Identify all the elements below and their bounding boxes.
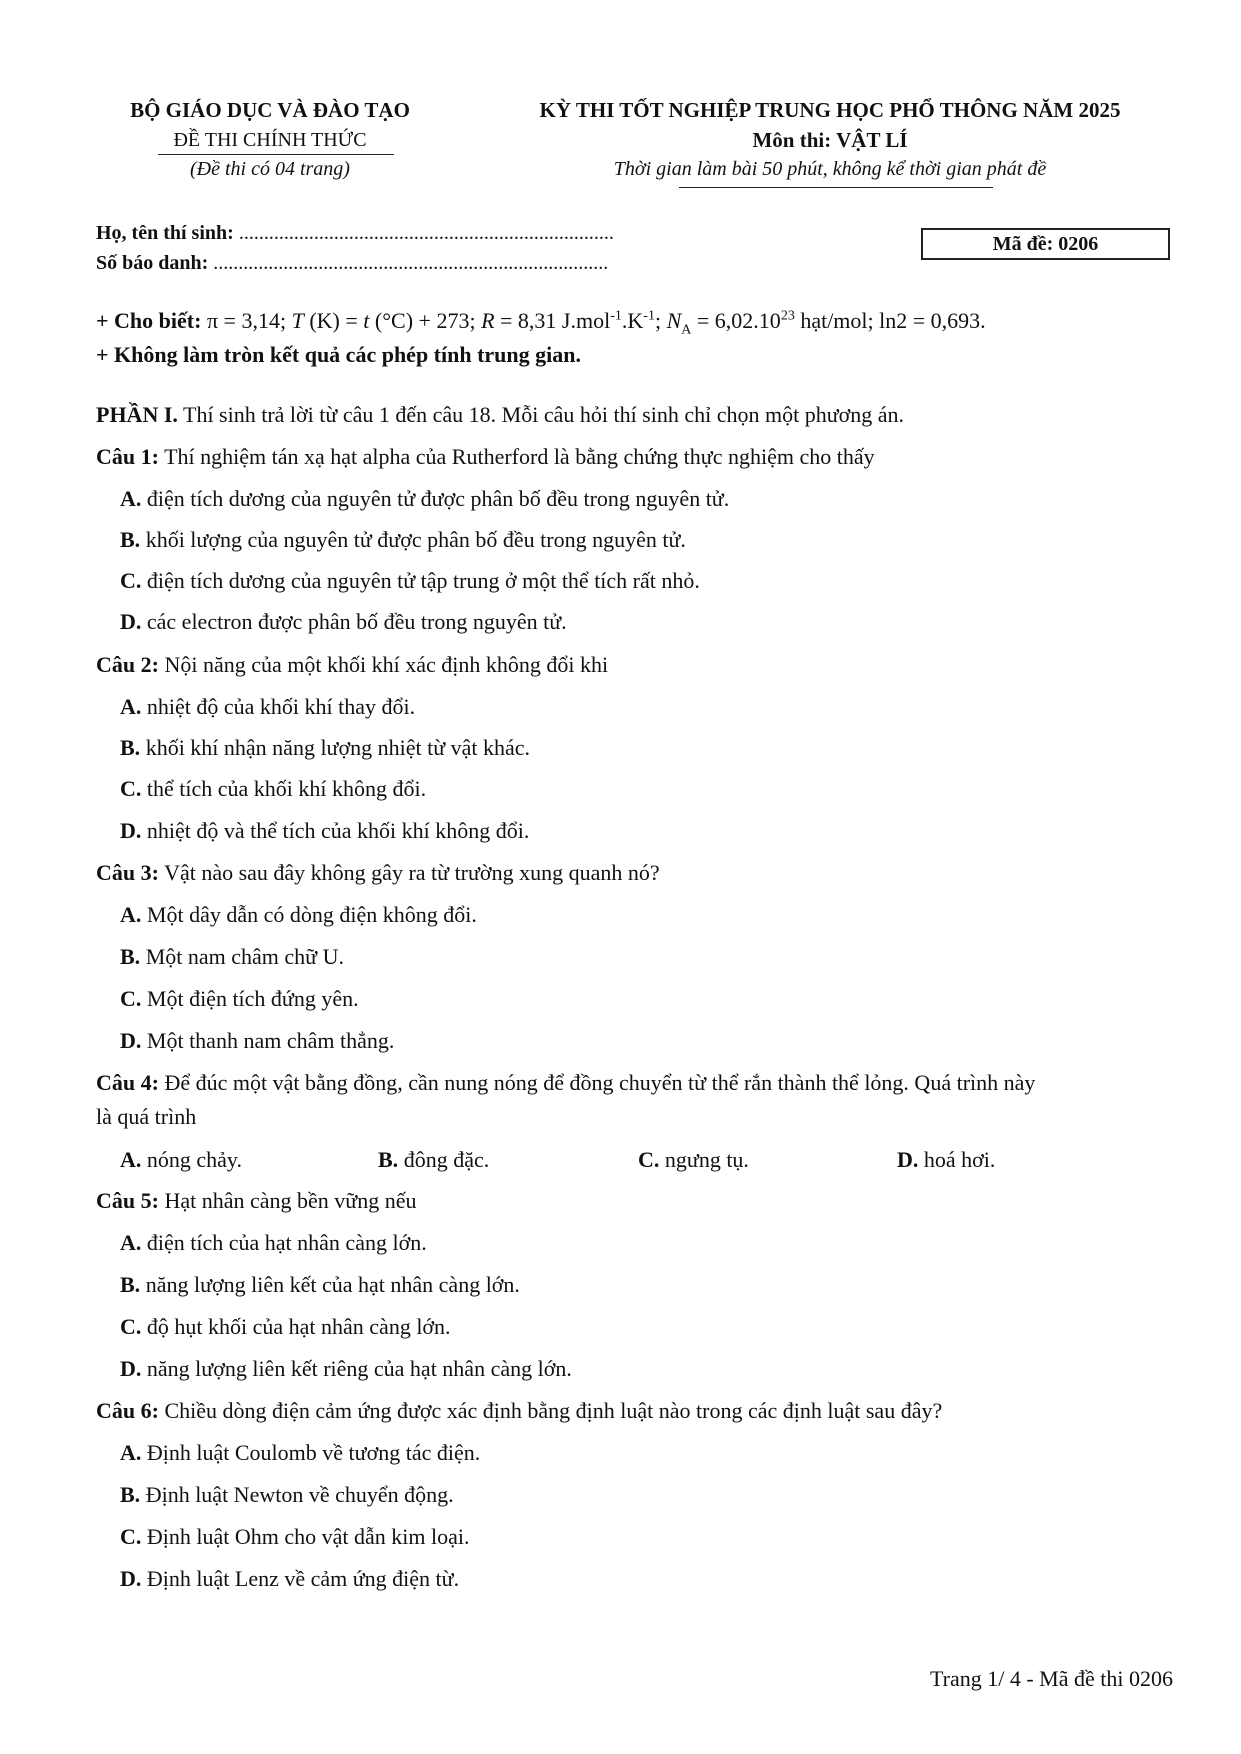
part1-label: PHẦN I. — [96, 402, 178, 427]
q4-option-b — [378, 1147, 489, 1173]
question-2 — [96, 652, 608, 678]
q5-option-d — [120, 1356, 572, 1382]
given-ln2: hạt/mol; ln2 = 0,693. — [794, 308, 986, 333]
given-sup-23: 23 — [780, 308, 795, 324]
given-K: .K — [621, 308, 644, 333]
given-sep: ; — [654, 308, 667, 333]
option-text: Một thanh nam châm thẳng. — [146, 1028, 395, 1053]
q3-option-b — [120, 944, 344, 970]
option-key: C. — [120, 1314, 142, 1339]
question-number: Câu 3: — [96, 860, 159, 885]
question-number: Câu 1: — [96, 444, 159, 469]
question-number: Câu 4: — [96, 1070, 159, 1095]
given-celsius: (°C) + 273; — [369, 308, 482, 333]
option-text: Định luật Lenz về cảm ứng điện từ. — [146, 1566, 460, 1591]
given-t: t — [363, 308, 370, 333]
option-text: Một nam châm chữ U. — [145, 944, 344, 969]
ministry-name: BỘ GIÁO DỤC VÀ ĐÀO TẠO — [130, 98, 410, 122]
q2-option-c — [120, 776, 426, 802]
option-key: D. — [120, 609, 142, 634]
option-text: độ hụt khối của hạt nhân càng lớn. — [146, 1314, 451, 1339]
option-text: Định luật Coulomb về tương tác điện. — [146, 1440, 481, 1465]
option-key: C. — [120, 776, 142, 801]
q4-option-d — [897, 1147, 995, 1173]
candidate-id-label: Số báo danh: — [96, 252, 209, 274]
option-key: C. — [120, 1524, 142, 1549]
page-footer: Trang 1/ 4 - Mã đề thi 0206 — [929, 1666, 1173, 1691]
option-key: C. — [638, 1147, 660, 1172]
question-number: Câu 5: — [96, 1188, 159, 1213]
given-N: N — [666, 308, 682, 333]
official-underline — [158, 154, 394, 155]
subject-line — [500, 128, 1160, 153]
option-key: B. — [120, 1482, 141, 1507]
rounding-note: + Không làm tròn kết quả các phép tính trung gian. — [96, 342, 581, 367]
option-text: hoá hơi. — [923, 1147, 996, 1172]
exam-code: 0206 — [1058, 233, 1099, 255]
given-R-value: = 8,31 J.mol — [494, 308, 611, 333]
question-text: Chiều dòng điện cảm ứng được xác định bằng định luật nào trong các định luật sau đây? — [164, 1398, 943, 1423]
option-key: B. — [120, 1272, 141, 1297]
q6-option-c — [120, 1524, 470, 1550]
candidate-id-dots: ............................................................................... — [213, 252, 609, 274]
option-text: nhiệt độ và thể tích của khối khí không đổi. — [146, 818, 530, 843]
option-key: D. — [120, 1566, 142, 1591]
option-text: nóng chảy. — [146, 1147, 242, 1172]
option-text: thể tích của khối khí không đổi. — [146, 776, 427, 801]
option-text: đông đặc. — [403, 1147, 490, 1172]
time-underline — [679, 187, 993, 188]
option-key: D. — [120, 1028, 142, 1053]
question-number: Câu 2: — [96, 652, 159, 677]
option-key: C. — [120, 568, 142, 593]
q1-option-a — [120, 486, 729, 512]
given-sub-A: A — [681, 322, 692, 338]
given-constants — [96, 308, 986, 338]
question-text: Nội năng của một khối khí xác định không đổi khi — [164, 652, 609, 677]
option-text: Một điện tích đứng yên. — [146, 986, 359, 1011]
option-key: D. — [897, 1147, 919, 1172]
option-key: A. — [120, 1230, 142, 1255]
q5-option-a — [120, 1230, 427, 1256]
question-5 — [96, 1188, 416, 1214]
q1-option-b — [120, 527, 686, 553]
candidate-name-dots: ........................................................................... — [238, 222, 614, 244]
q3-option-c — [120, 986, 359, 1012]
option-text: khối lượng của nguyên tử được phân bố đều trong nguyên tử. — [145, 527, 686, 552]
exam-code-box — [921, 228, 1170, 260]
question-4 — [96, 1070, 1035, 1096]
exam-title: KỲ THI TỐT NGHIỆP TRUNG HỌC PHỔ THÔNG NĂM 2025 — [539, 98, 1121, 122]
q6-option-d — [120, 1566, 459, 1592]
given-R: R — [481, 308, 495, 333]
given-label: + Cho biết: — [96, 308, 202, 333]
option-key: D. — [120, 1356, 142, 1381]
exam-code-label: Mã đề: — [992, 233, 1054, 255]
q6-option-a — [120, 1440, 480, 1466]
option-key: A. — [120, 694, 142, 719]
q1-option-c — [120, 568, 700, 594]
given-sup-mol: -1 — [610, 308, 622, 324]
q5-option-c — [120, 1314, 451, 1340]
option-text: ngưng tụ. — [664, 1147, 749, 1172]
option-text: điện tích dương của nguyên tử được phân bố đều trong nguyên tử. — [146, 486, 730, 511]
part1-heading — [96, 402, 904, 428]
option-text: điện tích dương của nguyên tử tập trung ở một thể tích rất nhỏ. — [146, 568, 700, 593]
q1-option-d — [120, 609, 567, 635]
question-6 — [96, 1398, 942, 1424]
subject-label: Môn thi: — [752, 128, 832, 152]
q4-option-a — [120, 1147, 242, 1173]
question-number: Câu 6: — [96, 1398, 159, 1423]
given-pi: π = 3,14; — [206, 308, 292, 333]
q3-option-d — [120, 1028, 394, 1054]
given-T: T — [291, 308, 304, 333]
pages-note: (Đề thi có 04 trang) — [190, 158, 350, 180]
candidate-name-label: Họ, tên thí sinh: — [96, 222, 234, 244]
option-text: điện tích của hạt nhân càng lớn. — [146, 1230, 427, 1255]
time-note: Thời gian làm bài 50 phút, không kể thời gian phát đề — [613, 158, 1047, 180]
question-text: Thí nghiệm tán xạ hạt alpha của Rutherford là bằng chứng thực nghiệm cho thấy — [164, 444, 875, 469]
q4-option-c — [638, 1147, 749, 1173]
option-key: B. — [378, 1147, 399, 1172]
option-text: Định luật Ohm cho vật dẫn kim loại. — [146, 1524, 470, 1549]
part1-instruction: Thí sinh trả lời từ câu 1 đến câu 18. Mỗi câu hỏi thí sinh chỉ chọn một phương án. — [183, 402, 905, 427]
q2-option-b — [120, 735, 530, 761]
option-text: khối khí nhận năng lượng nhiệt từ vật khác. — [145, 735, 531, 760]
option-text: các electron được phân bố đều trong nguyên tử. — [146, 609, 567, 634]
given-sup-K: -1 — [643, 308, 655, 324]
option-key: A. — [120, 486, 142, 511]
option-key: A. — [120, 902, 142, 927]
option-text: năng lượng liên kết riêng của hạt nhân càng lớn. — [146, 1356, 572, 1381]
option-text: năng lượng liên kết của hạt nhân càng lớn. — [145, 1272, 520, 1297]
option-key: A. — [120, 1147, 142, 1172]
candidate-id-line — [96, 252, 608, 275]
question-1 — [96, 444, 875, 470]
q3-option-a — [120, 902, 477, 928]
option-text: nhiệt độ của khối khí thay đổi. — [146, 694, 416, 719]
question-3 — [96, 860, 660, 886]
candidate-name-line — [96, 222, 614, 245]
option-key: B. — [120, 944, 141, 969]
question-text: Vật nào sau đây không gây ra từ trường xung quanh nó? — [164, 860, 660, 885]
q6-option-b — [120, 1482, 454, 1508]
given-kelvin: (K) = — [303, 308, 364, 333]
option-key: B. — [120, 735, 141, 760]
q2-option-a — [120, 694, 415, 720]
option-key: B. — [120, 527, 141, 552]
option-key: A. — [120, 1440, 142, 1465]
option-key: C. — [120, 986, 142, 1011]
official-exam-label: ĐỀ THI CHÍNH THỨC — [173, 129, 367, 151]
question-4-continued: là quá trình — [96, 1104, 197, 1129]
q5-option-b — [120, 1272, 520, 1298]
q2-option-d — [120, 818, 529, 844]
option-text: Một dây dẫn có dòng điện không đổi. — [146, 902, 477, 927]
option-text: Định luật Newton về chuyển động. — [145, 1482, 454, 1507]
subject-name: VẬT LÍ — [836, 128, 908, 152]
option-key: D. — [120, 818, 142, 843]
question-text: Để đúc một vật bằng đồng, cần nung nóng để đồng chuyển từ thể rắn thành thể lỏng. Quá trình này — [164, 1070, 1036, 1095]
question-text: Hạt nhân càng bền vững nếu — [164, 1188, 417, 1213]
given-NA-value: = 6,02.10 — [691, 308, 781, 333]
